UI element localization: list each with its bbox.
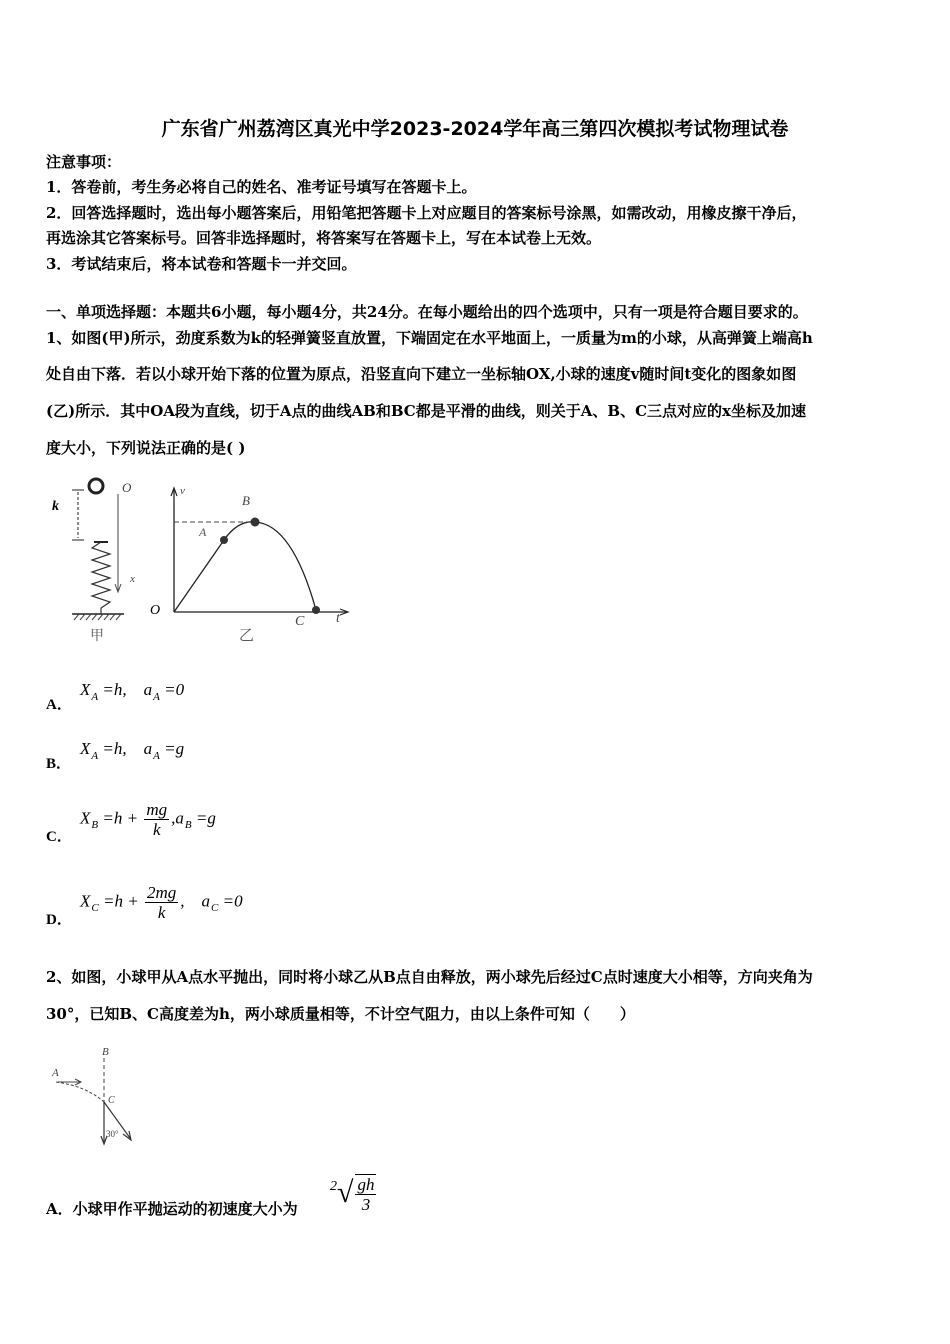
point-b [251, 518, 260, 527]
ball-icon [89, 479, 103, 493]
point-c [312, 606, 320, 614]
notice-item-1: 1．答卷前，考生务必将自己的姓名、准考证号填写在答题卡上。 [46, 178, 477, 196]
option-label: C． [46, 829, 72, 845]
label-k: k [52, 499, 59, 514]
label-x: x [130, 573, 135, 585]
notice-heading: 注意事项： [46, 153, 122, 171]
label-angle: 30° [106, 1129, 119, 1139]
notice-item-2-line-1: 2．回答选择题时，选出每小题答案后，用铅笔把答题卡上对应题目的答案标号涂黑，如需改动，用橡皮擦干净后， [46, 204, 807, 222]
q1-line-4: 度大小，下列说法正确的是( ) [46, 439, 246, 457]
q1-line-2: 处自由下落．若以小球开始下落的位置为原点，沿竖直向下建立一坐标轴OX,小球的速度v随时间t变化的图象如图 [46, 365, 797, 383]
page-title: 广东省广州荔湾区真光中学2023-2024学年高三第四次模拟考试物理试卷 [161, 118, 789, 140]
q2-figure [46, 1042, 146, 1152]
q2-option-a-text: A．小球甲作平抛运动的初速度大小为 [46, 1200, 298, 1218]
option-label: A． [46, 697, 72, 713]
section-heading: 一、单项选择题：本题共6小题，每小题4分，共24分。在每小题给出的四个选项中，只有一项是符合题目要求的。 [46, 303, 808, 321]
label-jia: 甲 [90, 629, 104, 644]
label-a: A [199, 525, 207, 539]
q2-line-1: 2、如图，小球甲从A点水平抛出，同时将小球乙从B点自由释放，两小球先后经过C点时速度大小相等，方向夹角为 [46, 968, 813, 986]
vt-curve [224, 522, 316, 610]
q1-option-d [46, 909, 72, 930]
q1-line-1: 1、如图(甲)所示，劲度系数为k的轻弹簧竖直放置，下端固定在水平地面上，一质量为m的小球，从高弹簧上端高h [46, 329, 813, 347]
q2-option-a-formula: $^2$√ $\frac{gh}{3}$ [330, 1175, 375, 1214]
label-t: t [336, 611, 340, 626]
label-b: B [102, 1046, 109, 1058]
q1-line-3: (乙)所示．其中OA段为直线，切于A点的曲线AB和BC都是平滑的曲线，则关于A、B、C三点对应的x坐标及加速 [46, 402, 806, 420]
q1-figure [42, 472, 372, 647]
q1-option-b-formula: $X_A =h$, $a_A =g$ [80, 739, 185, 762]
label-c: C [108, 1095, 115, 1106]
label-b: B [242, 493, 250, 508]
spring [92, 542, 110, 608]
label-v: v [180, 485, 185, 497]
q1-option-d-formula: $X_C =h$ + $\frac{2mg}{k}$ , $a_C =0$ [80, 883, 243, 922]
q1-option-b [46, 753, 71, 774]
option-label: B． [46, 756, 72, 772]
q1-option-c-formula: $X_B =h$ + $\frac{mg}{k}$ $,a_B =g$ [80, 800, 216, 839]
q2-line-2: 30°，已知B、C高度差为h，两小球质量相等，不计空气阻力，由以上条件可知（ ） [46, 1005, 635, 1023]
notice-item-2-line-2: 再选涂其它答案标号。回答非选择题时，将答案写在答题卡上，写在本试卷上无效。 [46, 229, 602, 247]
trajectory [56, 1082, 104, 1102]
q1-option-a [46, 694, 72, 715]
point-a [220, 536, 228, 544]
label-o2: O [150, 603, 161, 618]
label-a: A [52, 1067, 59, 1079]
option-label: D． [46, 912, 72, 928]
q2-option-a [46, 1199, 298, 1219]
notice-item-3: 3．考试结束后，将本试卷和答题卡一并交回。 [46, 255, 357, 273]
label-o1: O [122, 480, 132, 495]
label-c: C [295, 614, 305, 629]
q1-option-c [46, 826, 72, 847]
label-yi: 乙 [239, 628, 255, 644]
q1-option-a-formula: $X_A =h$, $a_A =0$ [80, 680, 185, 703]
